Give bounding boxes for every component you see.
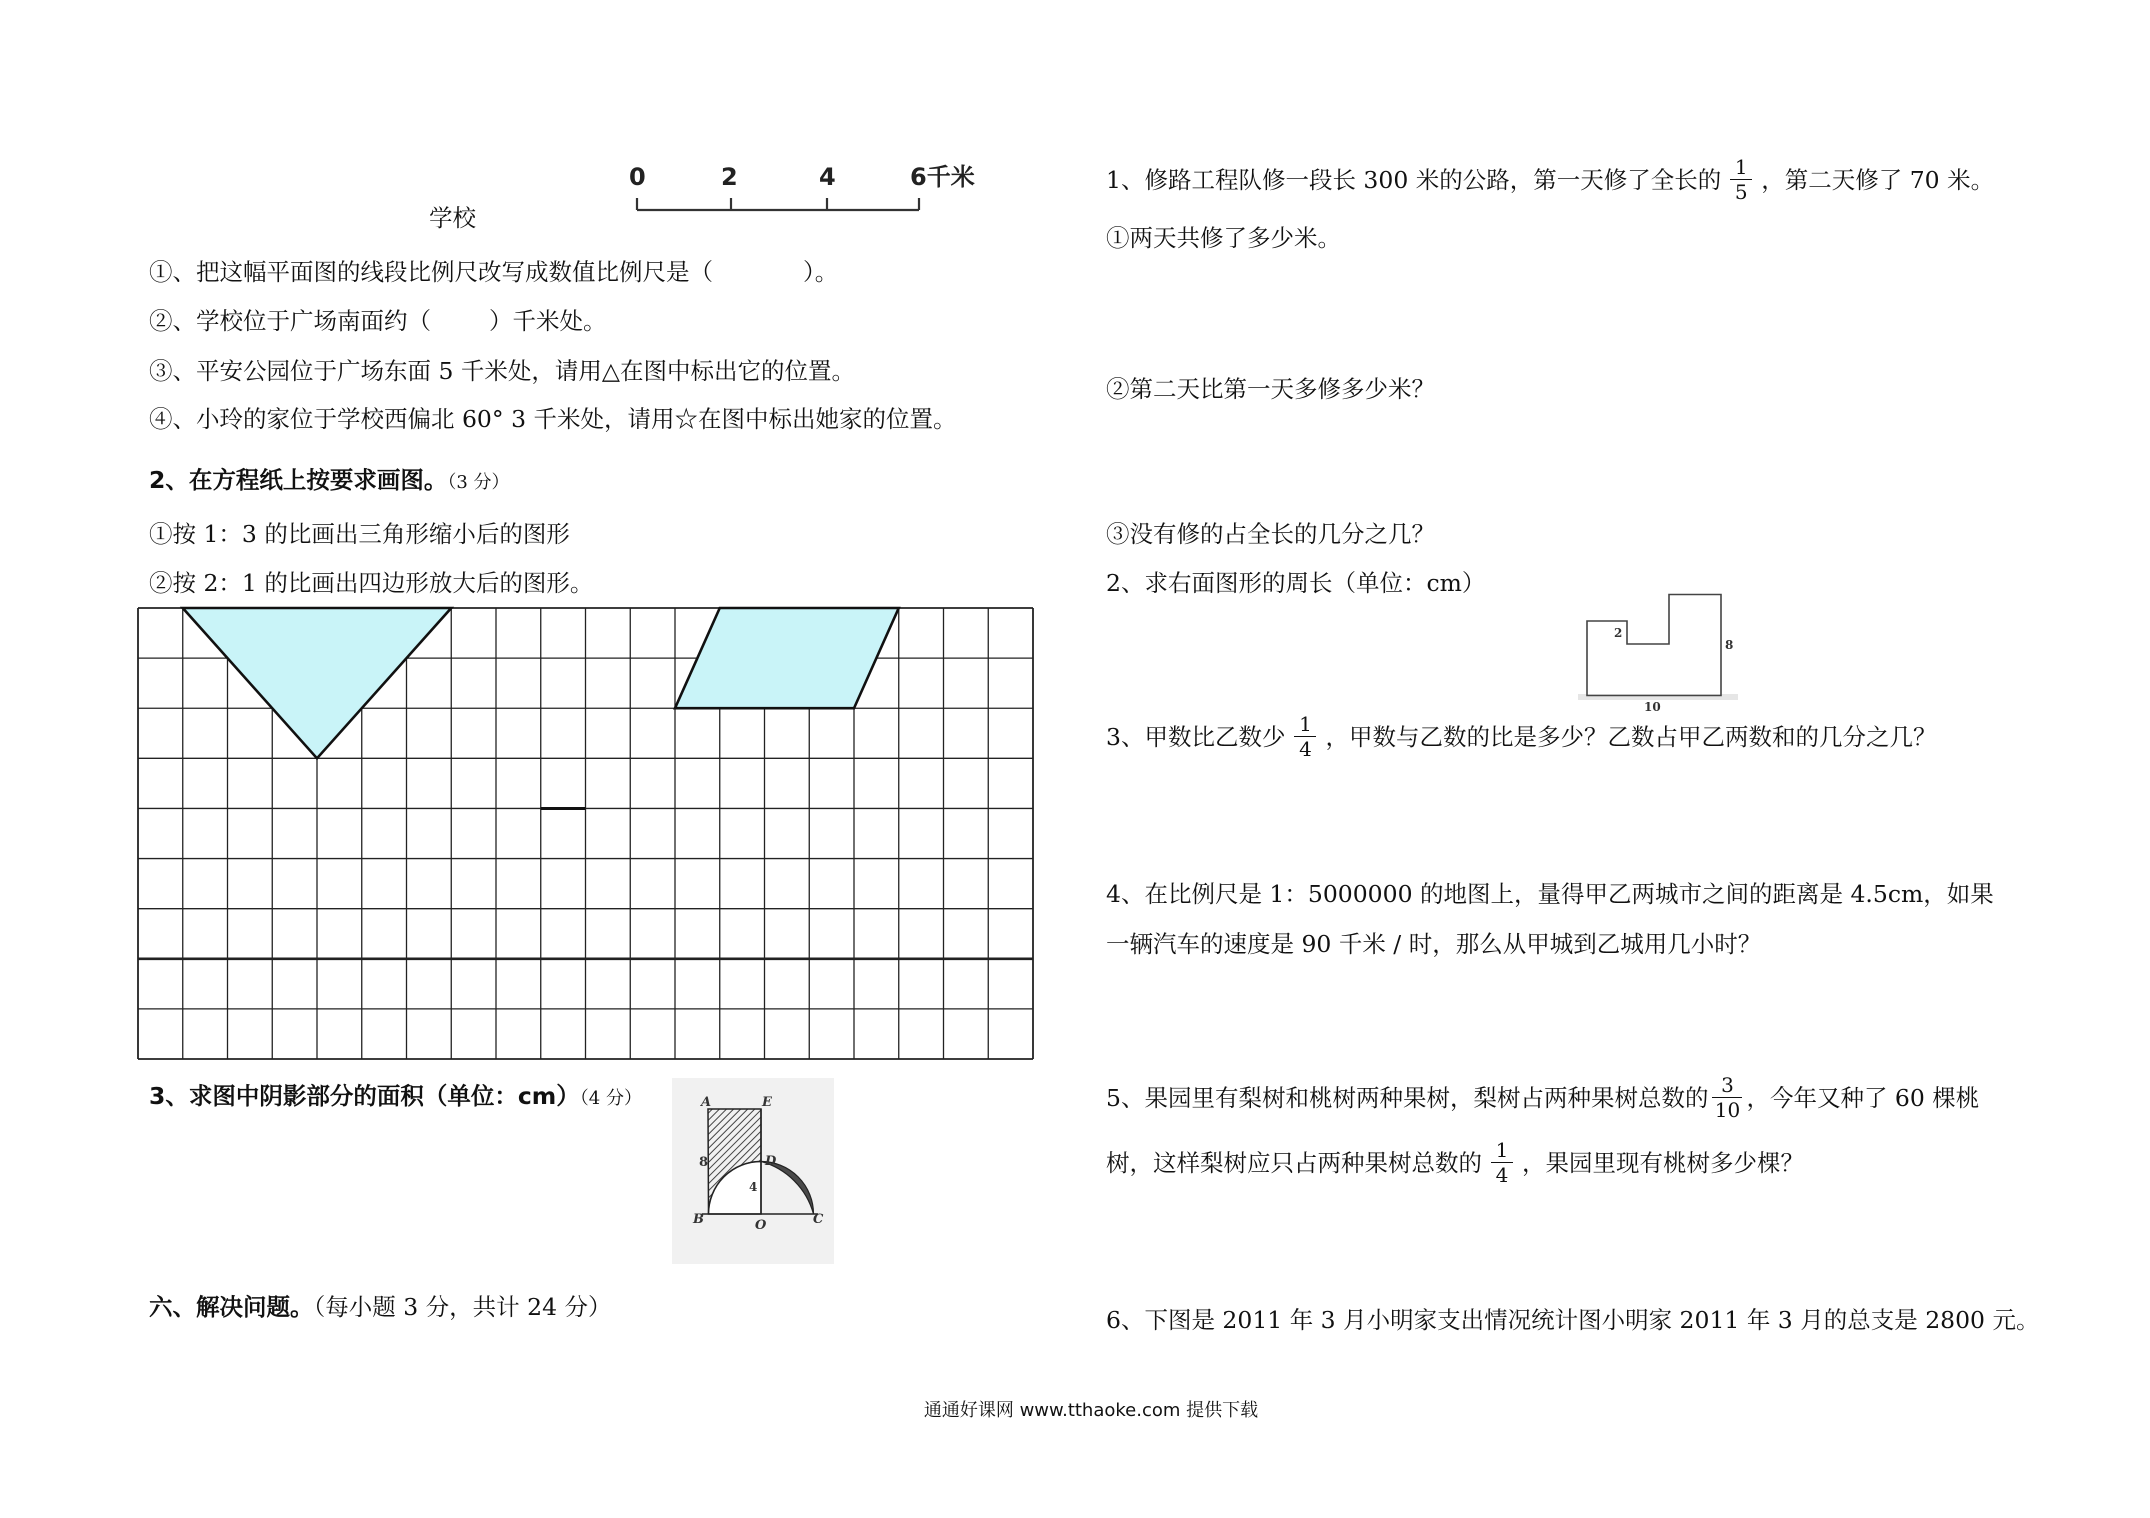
label-8: 8: [699, 1155, 709, 1170]
r-q5-line-2-text: 树，这样梨树应只占两种果树总数的: [1106, 1149, 1482, 1177]
fraction-numerator: 1: [1299, 712, 1312, 736]
q3-heading: [149, 1082, 642, 1113]
grid-paper: [130, 600, 1041, 1067]
shaded-area-figure: [672, 1078, 834, 1264]
answer-blank: [713, 279, 803, 280]
school-label: 学校: [429, 204, 476, 232]
page-footer: 通通好课网 www.tthaoke.com 提供下载: [923, 1400, 1259, 1421]
fraction-denominator: 4: [1495, 1163, 1509, 1187]
label-step-2: 2: [1614, 626, 1623, 640]
r-q2: 2、求右面图形的周长（单位：cm）: [1106, 569, 1486, 597]
r-q5-line-1-tail: ，今年又种了 60 棵桃: [1746, 1084, 1980, 1112]
section-6-heading: [149, 1293, 611, 1321]
q1-item-2-tail: ）千米处。: [489, 307, 607, 335]
label-4: 4: [749, 1180, 758, 1194]
parallelogram-shape: [675, 608, 899, 708]
r-q1-sub-2: ②第二天比第一天多修多少米？: [1106, 375, 1435, 403]
r-q4-line-2: 一辆汽车的速度是 90 千米 / 时，那么从甲城到乙城用几小时？: [1106, 930, 1762, 958]
q3-title: 3、求图中阴影部分的面积（单位：cm）: [149, 1082, 580, 1110]
fraction-denominator: 5: [1734, 180, 1748, 204]
r-q5-line-1-text: 5、果园里有梨树和桃树两种果树，梨树占两种果树总数的: [1106, 1084, 1709, 1112]
fraction-denominator: 4: [1299, 737, 1312, 761]
r-q4-line-1: 4、在比例尺是 1：5000000 的地图上，量得甲乙两城市之间的距离是 4.5cm，如果: [1106, 880, 1994, 908]
q1-item-1: [149, 258, 838, 286]
q1-item-1-text: ①、把这幅平面图的线段比例尺改写成数值比例尺是（: [149, 258, 713, 286]
fraction-numerator: 1: [1495, 1138, 1509, 1162]
r-q3-tail: ，甲数与乙数的比是多少？乙数占甲乙两数和的几分之几？: [1325, 723, 1937, 751]
answer-blank: [431, 328, 489, 329]
scale-label-2: 2: [721, 163, 738, 191]
q1-item-3: ③、平安公园位于广场东面 5 千米处，请用△在图中标出它的位置。: [149, 357, 855, 385]
q2-title: 2、在方程纸上按要求画图。: [149, 466, 448, 494]
fraction-denominator: 10: [1714, 1098, 1741, 1122]
label-b: B: [693, 1212, 704, 1227]
r-q5-line-2-tail: ，果园里现有桃树多少棵？: [1522, 1149, 1804, 1177]
scale-bar: [620, 150, 940, 220]
q2-item-1: ①按 1：3 的比画出三角形缩小后的图形: [149, 520, 570, 548]
r-q3-text: 3、甲数比乙数少: [1106, 723, 1286, 751]
q2-heading: [149, 466, 510, 497]
q1-item-4: ④、小玲的家位于学校西偏北 60° 3 千米处，请用☆在图中标出她家的位置。: [149, 405, 957, 433]
scale-label-0: 0: [629, 163, 646, 191]
fraction-numerator: 1: [1734, 155, 1748, 179]
label-bottom-10: 10: [1644, 700, 1661, 714]
perimeter-figure: [1570, 585, 1750, 720]
label-side-8: 8: [1725, 638, 1734, 652]
r-q5-line-1: [1106, 1073, 1980, 1122]
label-d: D: [765, 1154, 777, 1169]
r-q1-text: 1、修路工程队修一段长 300 米的公路，第一天修了全长的: [1106, 166, 1722, 194]
label-a: A: [701, 1095, 712, 1110]
r-q1: [1106, 155, 1995, 204]
q1-item-2: [149, 307, 607, 335]
q2-points: （3 分）: [447, 472, 510, 493]
r-q1-tail: ，第二天修了 70 米。: [1761, 166, 1995, 194]
q3-points: （4 分）: [579, 1088, 642, 1109]
section-6-note: （每小题 3 分，共计 24 分）: [313, 1293, 612, 1321]
q1-item-2-text: ②、学校位于广场南面约（: [149, 307, 431, 335]
r-q1-sub-1: ①两天共修了多少米。: [1106, 224, 1341, 252]
triangle-shape: [183, 608, 452, 758]
label-c: C: [813, 1212, 824, 1227]
perimeter-shape: [1587, 595, 1721, 696]
scale-label-6km: 6千米: [910, 163, 975, 191]
label-e: E: [762, 1095, 772, 1110]
r-q6: 6、下图是 2011 年 3 月小明家支出情况统计图小明家 2011 年 3 月的总支是 2800 元。: [1106, 1306, 2040, 1334]
r-q3: [1106, 712, 1937, 761]
r-q1-sub-3: ③没有修的占全长的几分之几？: [1106, 520, 1435, 548]
q1-item-1-tail: ）。: [803, 258, 839, 286]
section-6-title: 六、解决问题。: [149, 1293, 314, 1321]
fraction-numerator: 3: [1721, 1073, 1734, 1097]
scale-label-4: 4: [819, 163, 836, 191]
q2-item-2: ②按 2：1 的比画出四边形放大后的图形。: [149, 569, 594, 597]
r-q5-line-2: [1106, 1138, 1804, 1187]
label-o: O: [755, 1218, 767, 1233]
